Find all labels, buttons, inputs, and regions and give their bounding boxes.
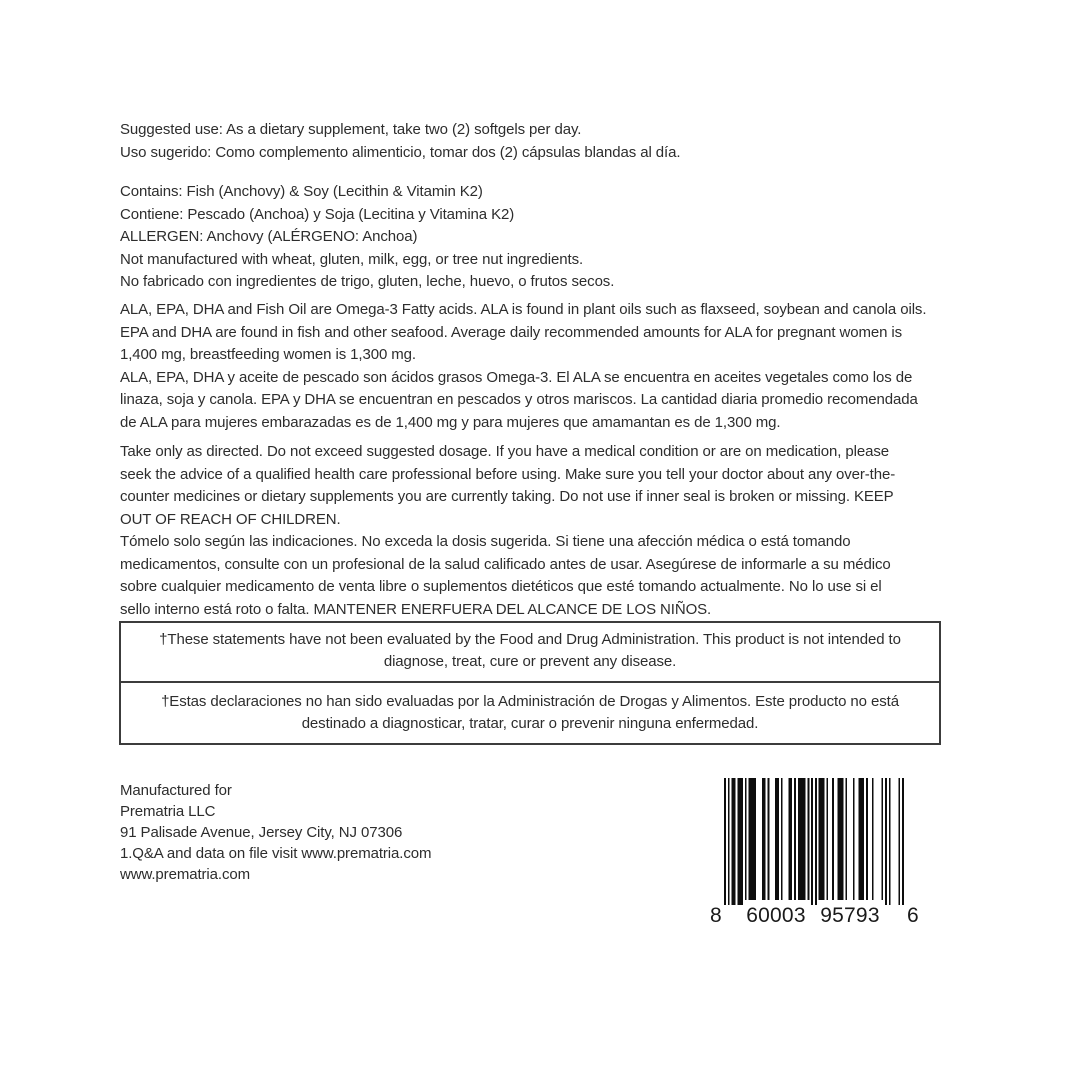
text-line: No fabricado con ingredientes de trigo, gluten, leche, huevo, o frutos secos. [120, 273, 615, 290]
text-line: Contiene: Pescado (Anchoa) y Soja (Lecitina y Vitamina K2) [120, 205, 515, 223]
text-line: †These statements have not been evaluated by the Food and Drug Administration. This product is not intended to [159, 631, 901, 648]
manufacturer-block [120, 780, 431, 885]
fda-disclaimer-english [119, 621, 941, 683]
text-line: 91 Palisade Avenue, Jersey City, NJ 07306 [120, 824, 403, 841]
text-line: Take only as directed. Do not exceed suggested dosage. If you have a medical condition or are on medication, please [120, 443, 889, 460]
text-line: †Estas declaraciones no han sido evaluadas por la Administración de Drogas y Alimentos. Este producto no está [161, 693, 899, 710]
text-line: Manufactured for [120, 782, 232, 799]
barcode-bars [724, 778, 904, 905]
text-line: Tómelo solo según las indicaciones. No exceda la dosis sugerida. Si tiene una afección médica o está tomando [120, 533, 851, 550]
text-line: medicamentos, consulte con un profesional de la salud calificado antes de usar. Asegúrese de informarle a su médico [120, 555, 891, 573]
text-line: ALA, EPA, DHA and Fish Oil are Omega-3 Fatty acids. ALA is found in plant oils such as flaxseed, soybean and canola oils. [120, 301, 927, 318]
barcode-digit-group1: 60003 [746, 904, 806, 927]
text-line: linaza, soja y canola. EPA y DHA se encuentran en pescados y otros mariscos. La cantidad diaria promedio recomendada [120, 391, 918, 408]
barcode-digit-left: 8 [710, 904, 722, 927]
text-line: ALA, EPA, DHA y aceite de pescado son ácidos grasos Omega-3. El ALA se encuentra en aceites vegetales como los de [120, 368, 913, 386]
text-line: www.prematria.com [120, 866, 250, 883]
text-line: Uso sugerido: Como complemento alimenticio, tomar dos (2) cápsulas blandas al día. [120, 143, 681, 161]
text-line: 1,400 mg, breastfeeding women is 1,300 mg. [120, 346, 416, 363]
omega3-info-block [120, 299, 926, 434]
text-line: seek the advice of a qualified health care professional before using. Make sure you tell your doctor about any over-the- [120, 465, 896, 483]
upc-barcode [710, 778, 925, 928]
text-line: sobre cualquier medicamento de venta libre o suplementos dietéticos que esté tomando actualmente. No lo use si el [120, 578, 882, 595]
barcode-digit-right: 6 [907, 904, 919, 927]
barcode-digit-group2: 95793 [820, 904, 880, 927]
text-line: Not manufactured with wheat, gluten, milk, egg, or tree nut ingredients. [120, 250, 584, 268]
suggested-use-block [120, 119, 680, 164]
fda-disclaimer-boxes [119, 621, 941, 745]
text-line: 1.Q&A and data on file visit www.prematria.com [120, 845, 432, 862]
text-line: counter medicines or dietary supplements you are currently taking. Do not use if inner seal is broken or missing. KEEP [120, 488, 894, 505]
text-line: ALLERGEN: Anchovy (ALÉRGENO: Anchoa) [120, 228, 418, 245]
text-line: diagnose, treat, cure or prevent any disease. [383, 653, 677, 670]
fda-disclaimer-spanish [119, 681, 941, 745]
text-line: de ALA para mujeres embarazadas es de 1,400 mg y para mujeres que amamantan es de 1,300 mg. [120, 413, 781, 431]
text-line: Prematria LLC [120, 803, 216, 820]
allergen-block [120, 181, 614, 294]
text-line: sello interno está roto o falta. MANTENER ENERFUERA DEL ALCANCE DE LOS NIÑOS. [120, 600, 712, 618]
text-line: EPA and DHA are found in fish and other seafood. Average daily recommended amounts for ALA for pregnant women is [120, 323, 903, 341]
warnings-block [120, 441, 895, 621]
text-line: Suggested use: As a dietary supplement, take two (2) softgels per day. [120, 121, 582, 138]
text-line: destinado a diagnosticar, tratar, curar o prevenir ninguna enfermedad. [301, 715, 759, 732]
text-line: Contains: Fish (Anchovy) & Soy (Lecithin & Vitamin K2) [120, 183, 483, 200]
text-line: OUT OF REACH OF CHILDREN. [120, 510, 341, 528]
